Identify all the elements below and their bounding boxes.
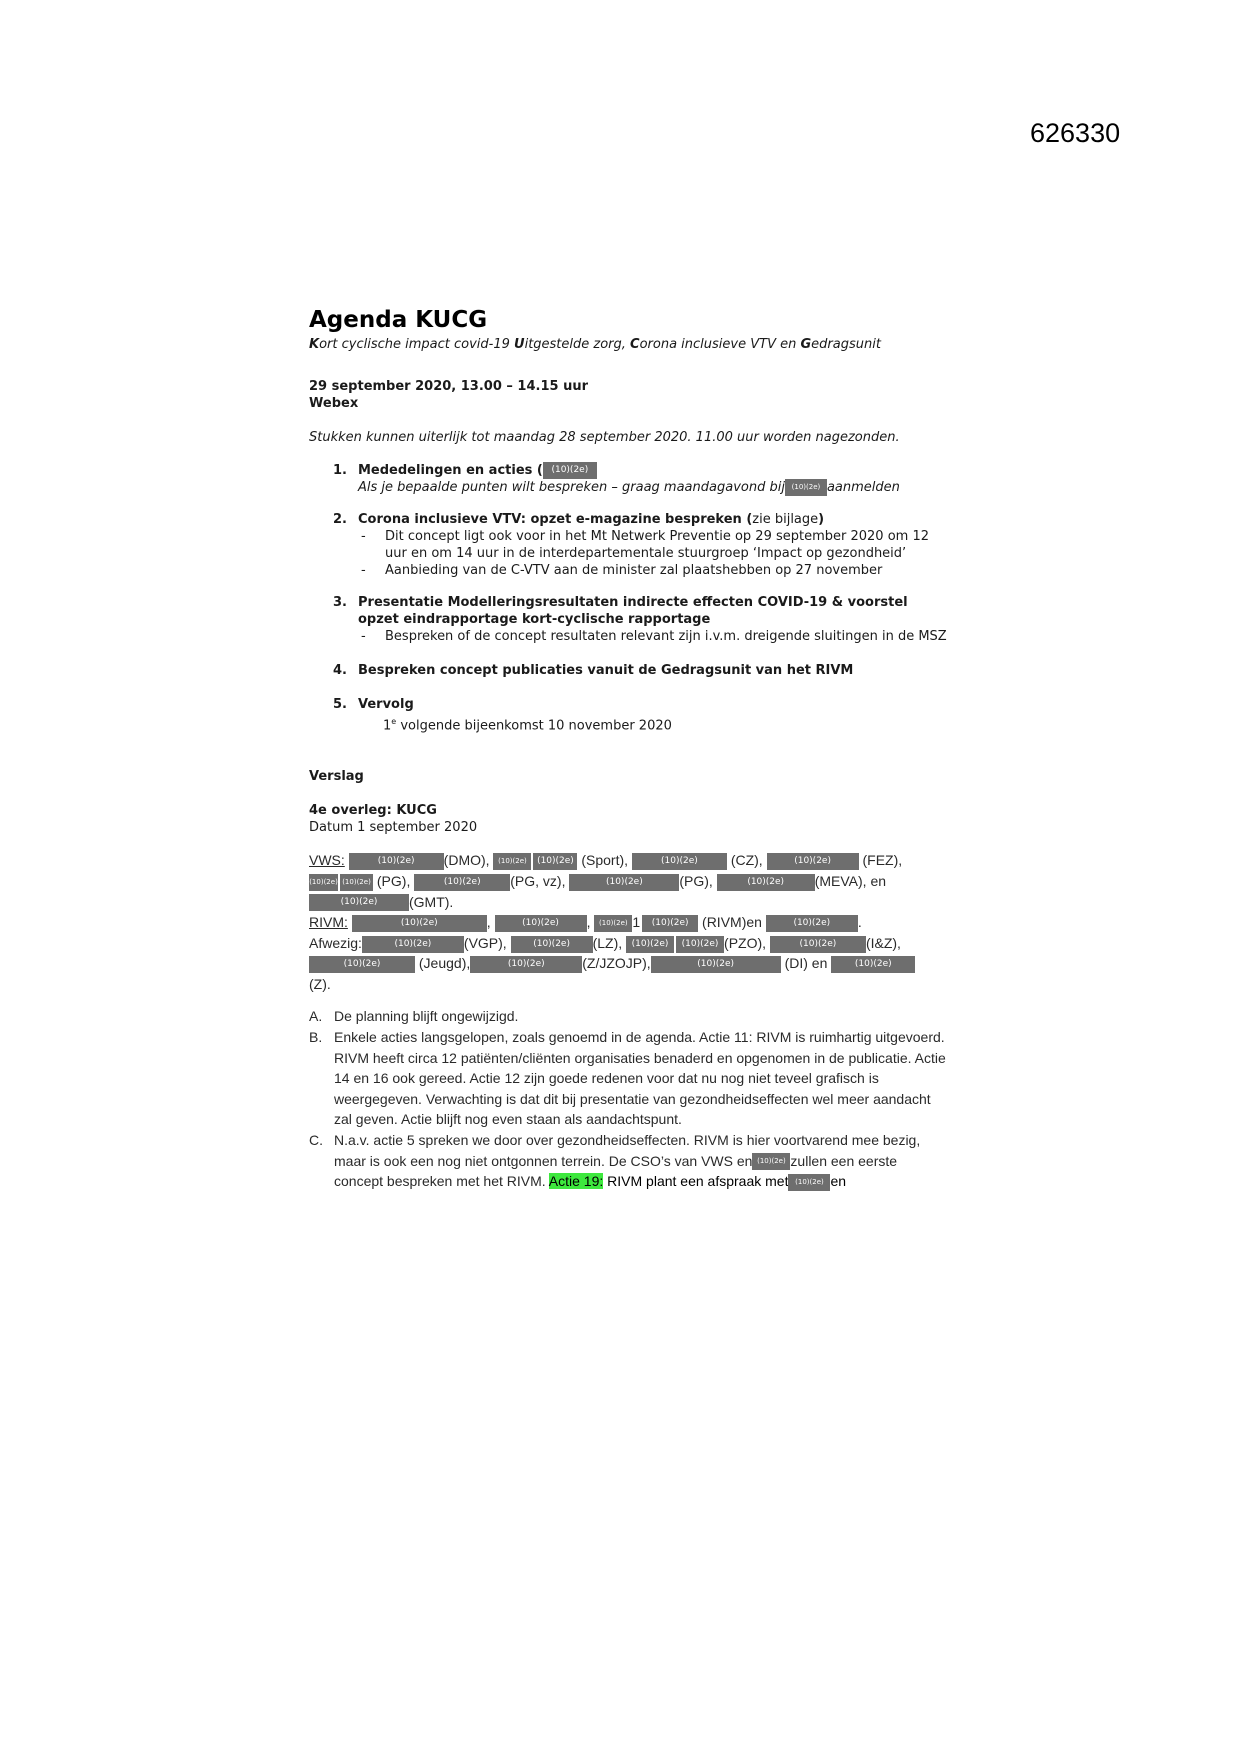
meeting-datetime: 29 september 2020, 13.00 – 14.15 uur bbox=[309, 379, 588, 394]
meeting-location: Webex bbox=[309, 396, 359, 411]
redaction: (10)(2e) bbox=[642, 915, 698, 932]
agenda-item-2: 2. Corona inclusieve VTV: opzet e-magazine bespreken (zie bijlage) - Dit concept ligt ook voor in het Mt Netwerk Preventie op 29 september 2020 om 12 uur en om 14 uur in de interdepartementale stuurgroep ‘Impact op gezondheid’ - Aanbieding van de C-VTV aan de minister zal plaatshebben op 27 november bbox=[333, 511, 949, 579]
redaction: (10)(2e) bbox=[309, 874, 338, 891]
list-item: - Dit concept ligt ook voor in het Mt Netwerk Preventie op 29 september 2020 om 12 uur en om 14 uur in de interdepartementale stuurgroep ‘Impact op gezondheid’ bbox=[361, 529, 929, 561]
redaction: (10)(2e) bbox=[651, 956, 781, 973]
redaction: (10)(2e) bbox=[309, 956, 415, 973]
meeting-date: Datum 1 september 2020 bbox=[309, 820, 478, 836]
list-item: C. N.a.v. actie 5 spreken we door over gezondheidseffecten. RIVM is hier voortvarend mee bezig, maar is ook een nog niet ontgonnen terrein. De CSO’s van VWS en (10)(2e) zullen een eerste concept bespreken met het RIVM. Actie 19: RIVM plant een afspraak met (10)(2e) en bbox=[309, 1132, 921, 1190]
redaction: (10)(2e) bbox=[352, 915, 487, 932]
redaction: (10)(2e) bbox=[770, 936, 866, 953]
redaction: (10)(2e) bbox=[632, 853, 727, 870]
list-item: A. De planning blijft ongewijzigd. bbox=[309, 1008, 519, 1025]
redaction: (10)(2e) bbox=[533, 853, 577, 870]
redaction: (10)(2e) bbox=[767, 853, 859, 870]
action-highlight: Actie 19: bbox=[548, 1173, 604, 1190]
redaction: (10)(2e) bbox=[495, 915, 587, 932]
submission-notice: Stukken kunnen uiterlijk tot maandag 28 september 2020. 11.00 uur worden nagezonden. bbox=[309, 430, 900, 445]
page-title: Agenda KUCG bbox=[309, 307, 488, 333]
redaction: (10)(2e) bbox=[340, 874, 373, 891]
agenda-item-3: 3. Presentatie Modelleringsresultaten indirecte effecten COVID-19 & voorstel opzet eindrapportage kort-cyclische rapportage - Bespreken of de concept resultaten relevant zijn i.v.m. dreigende sluitingen in de MSZ bbox=[333, 594, 949, 645]
document-number: 626330 bbox=[1030, 118, 1121, 148]
redaction: (10)(2e) bbox=[788, 1174, 830, 1191]
redaction: (10)(2e) bbox=[766, 915, 858, 932]
agenda-item-4: 4. Bespreken concept publicaties vanuit de Gedragsunit van het RIVM bbox=[333, 663, 854, 678]
list-item: B. Enkele acties langsgelopen, zoals genoemd in de agenda. Actie 11: RIVM is ruimhartig uitgevoerd. RIVM heeft circa 12 patiënten/cliënten organisaties benaderd en opgenomen in de publicatie. Actie 14 en 16 ook gereed. Actie 12 zijn goede redenen voor dat nu nog niet teveel grafisch is weergegeven. Verwachting is dat dit bij presentatie van gezondheidseffecten wel meer aandacht zal geven. Actie blijft nog even staan als aandachtspunt. bbox=[309, 1029, 946, 1128]
list-item: - Bespreken of de concept resultaten relevant zijn i.v.m. dreigende sluitingen in de MSZ bbox=[361, 629, 947, 644]
agenda-item-1: 1. Mededelingen en acties ( (10)(2e) Als je bepaalde punten wilt bespreken – graag maandagavond bij (10)(2e) aanmelden bbox=[333, 463, 900, 495]
redaction: (10)(2e) bbox=[785, 479, 827, 496]
redaction: (10)(2e) bbox=[511, 936, 593, 953]
redaction: (10)(2e) bbox=[543, 462, 597, 479]
redaction: (10)(2e) bbox=[493, 853, 531, 870]
agenda-item-5: 5. Vervolg 1e volgende bijeenkomst 10 november 2020 bbox=[333, 697, 672, 734]
redaction: (10)(2e) bbox=[349, 853, 444, 870]
redaction: (10)(2e) bbox=[569, 874, 679, 891]
attendance-list: VWS: (10)(2e) (DMO), (10)(2e) (10)(2e) (Sport), (10)(2e) (CZ), (10)(2e) (FEZ), (10)(2e) (10)(2e) (PG), (10)(2e) (PG, vz), (10)(2e) (PG), (10)(2e) (MEVA), en (10)(2e) (GMT). RIVM: (10)(2e) , (10)(2e) , (10)(2e) 1 (10)(2e) (RIVM)en (10)(2e) . Afwezig: (10)(2e) (VGP), (10)(2e) (LZ), (10)(2e) (10)(2e) (PZO), (10)(2e) (I&Z), (10)(2e) (Jeugd), (10)(2e) (Z/JZOJP), (10)(2e) (DI) en (10)(2e) (Z). bbox=[309, 850, 949, 994]
page-subtitle: Kort cyclische impact covid-19 Uitgestelde zorg, Corona inclusieve VTV en Gedragsunit bbox=[309, 337, 881, 352]
redaction: (10)(2e) bbox=[717, 874, 815, 891]
redaction: (10)(2e) bbox=[362, 936, 464, 953]
meeting-number: 4e overleg: KUCG bbox=[309, 803, 437, 819]
redaction: (10)(2e) bbox=[752, 1153, 790, 1170]
redaction: (10)(2e) bbox=[831, 956, 915, 973]
redaction: (10)(2e) bbox=[676, 936, 724, 953]
verslag-heading: Verslag bbox=[309, 769, 364, 785]
redaction: (10)(2e) bbox=[626, 936, 674, 953]
minutes-points bbox=[309, 1006, 949, 1191]
redaction: (10)(2e) bbox=[414, 874, 510, 891]
redaction: (10)(2e) bbox=[470, 956, 582, 973]
redaction: (10)(2e) bbox=[309, 894, 409, 911]
document-content bbox=[309, 306, 949, 1192]
redaction: (10)(2e) bbox=[594, 915, 632, 932]
list-item: - Aanbieding van de C-VTV aan de minister zal plaatshebben op 27 november bbox=[361, 563, 883, 578]
